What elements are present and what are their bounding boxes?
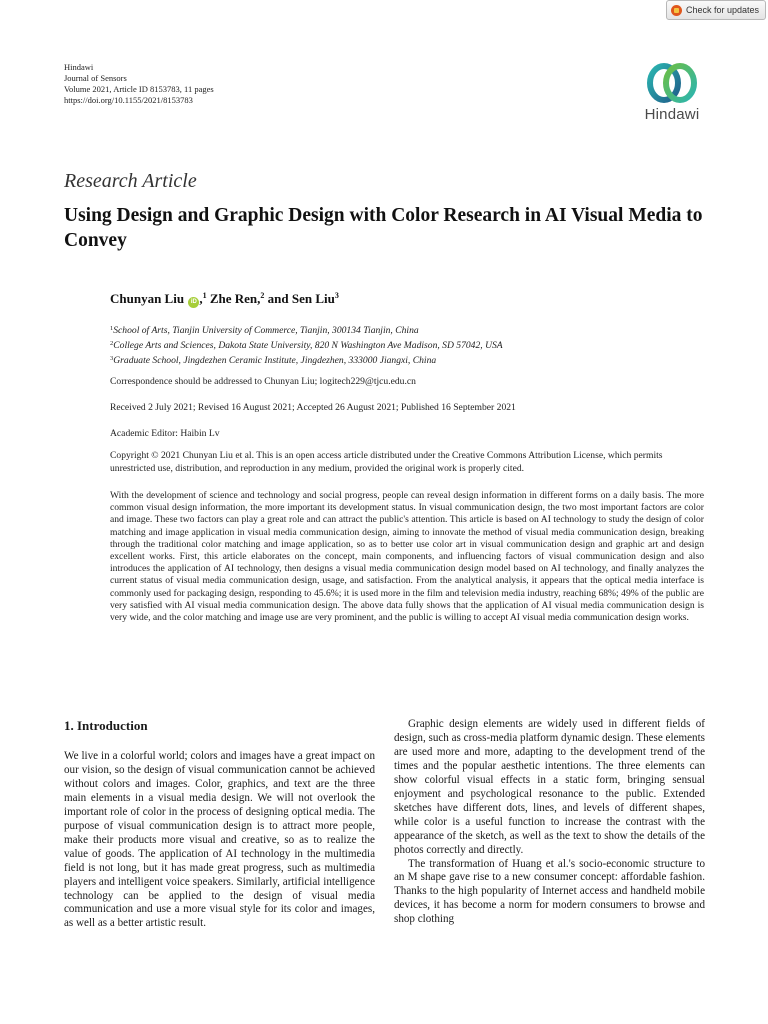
- author-name[interactable]: Zhe Ren,: [209, 291, 261, 306]
- affiliation-text: Graduate School, Jingdezhen Ceramic Institute, Jingdezhen, 333000 Jiangxi, China: [113, 355, 437, 366]
- author-affiliation-mark: 1: [202, 291, 207, 300]
- author-affiliation-mark: 3: [334, 291, 339, 300]
- publication-dates: Received 2 July 2021; Revised 16 August 2021; Accepted 26 August 2021; Published 16 September 2021: [110, 402, 516, 413]
- author-name[interactable]: and Sen Liu: [267, 291, 335, 306]
- section-heading: 1. Introduction: [64, 718, 148, 733]
- author-name[interactable]: Chunyan Liu: [110, 291, 185, 306]
- orcid-icon[interactable]: iD: [188, 297, 199, 308]
- affiliation-mark: 3: [110, 355, 114, 362]
- affiliation-item: [110, 337, 503, 352]
- author-list: Chunyan Liu iD ,$^1$ Zhe Ren,$^2$ and Sen Liu$^3$: [110, 291, 339, 306]
- body-paragraph: We live in a colorful world; colors and images have a great impact on our vision, so the design of visual communication cannot be achieved without colors and images. Color, graphics, and text are the three main elements in a visual media design. We will not overlook the important role of color in the process of designing optical media. The purpose of visual communication design is to attract more people, make their products more visual and creative, so as to realize the value of goods. The application of AI technology in the multimedia field is not long, but it has made great progress, such as multimedia players and intelligent voice speakers. Similarly, artificial intelligence technology can be applied to the design of visual media communication and use a more visual style for its color and images, as well as a better artistic result.: [64, 750, 375, 930]
- volume-info: Volume 2021, Article ID 8153783, 11 pages: [64, 84, 214, 94]
- hindawi-wordmark: Hindawi: [644, 106, 700, 123]
- crossmark-icon: [671, 5, 682, 16]
- affiliation-list: [110, 322, 503, 367]
- journal-meta: [64, 62, 214, 106]
- doi-link[interactable]: https://doi.org/10.1155/2021/8153783: [64, 95, 193, 105]
- affiliation-text: College Arts and Sciences, Dakota State University, 820 N Washington Ave Madison, SD 57042, USA: [113, 340, 503, 351]
- article-title: Using Design and Graphic Design with Color Research in AI Visual Media to Convey: [64, 205, 703, 251]
- right-column: [394, 718, 705, 927]
- article-type: Research Article: [64, 170, 197, 192]
- affiliation-item: [110, 322, 503, 337]
- affiliation-item: [110, 352, 503, 367]
- body-paragraph: Graphic design elements are widely used in different fields of design, such as cross-media platform dynamic design. These elements are used more and more, adapting to the development trend of the times and the popular aesthetic intentions. The three elements can show colorful visual effects in a static form, bringing sensual enjoyment and psychological resonance to the public. Extended sketches have different dots, lines, and levels of different shapes, while color is a useful function to increase the contrast with the appearance of the sketch, as well as the text to show the details of the photos correctly and directly.: [394, 718, 705, 856]
- abstract: With the development of science and technology and social progress, people can reveal design information in different forms on a daily basis. The more common visual design information, the more important its development status. In visual communication design, the two most important factors are color and image. These two factors can play a great role and can attract the public's attention. This article is based on AI technology to study the design of color matching and image application in visual media communication design, aiming to innovate the method of visual media communication design, breaking through the traditional color matching and image application, so as to better use color art in visual communication design and graphic art and design excellent works. First, this article elaborates on the concept, main components, and influencing factors of visual communication design and also introduces the application of AI technology, then designs a visual media communication design model based on AI technology, and finally analyzes the current status of visual media communication design, usage, and satisfaction. From the analytical analysis, it appears that the optical media interface is commonly used for packaging design, responding to 45.6%; it is used more in the film and television media industry, reaching 68%; 49% of the public are very satisfied with AI visual media communication design. The above data fully shows that the application of AI visual media communication design is very wide, and the color matching and image use are very prominent, and the public is willing to accept AI visual media communication design works.: [110, 490, 704, 624]
- body-paragraph: The transformation of Huang et al.'s socio-economic structure to an M shape gave rise to a new consumer concept: affordable fashion. Thanks to the high popularity of Internet access and handheld mobile devices, it has become a norm for modern consumers to browse and shop clothing: [394, 857, 705, 926]
- correspondence: Correspondence should be addressed to Chunyan Liu; logitech229@tjcu.edu.cn: [110, 376, 416, 387]
- affiliation-mark: 1: [110, 325, 114, 332]
- academic-editor: Academic Editor: Haibin Lv: [110, 428, 220, 439]
- author-affiliation-mark: 2: [260, 291, 265, 300]
- copyright-notice: Copyright © 2021 Chunyan Liu et al. This is an open access article distributed under the Creative Commons Attribution License, which permits unrestricted use, distribution, and reproduction in any medium, provided the original work is properly cited.: [110, 450, 663, 474]
- affiliation-mark: 2: [110, 340, 114, 347]
- affiliation-text: School of Arts, Tianjin University of Commerce, Tianjin, 300134 Tianjin, China: [113, 325, 419, 336]
- journal-name: Journal of Sensors: [64, 73, 127, 83]
- hindawi-logo: [632, 60, 712, 132]
- check-for-updates-label: Check for updates: [685, 5, 759, 15]
- left-column: [64, 718, 375, 931]
- publisher-name: Hindawi: [64, 62, 94, 72]
- hindawi-rings-icon: [644, 60, 700, 106]
- check-for-updates-button[interactable]: [666, 0, 766, 20]
